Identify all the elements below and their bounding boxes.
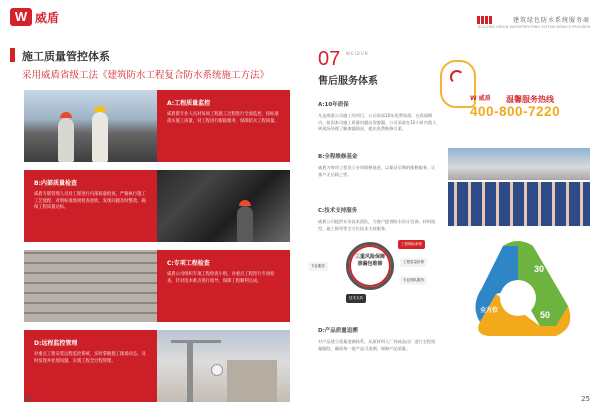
service-guarantee-diagram xyxy=(306,236,436,312)
header-tagline xyxy=(478,15,590,29)
page-number: 25 xyxy=(581,395,590,403)
service-item xyxy=(318,326,438,352)
page-number: 24 xyxy=(24,395,33,403)
diagram-tag: 技术支持 xyxy=(346,294,366,303)
service-hotline-graphic xyxy=(440,60,590,130)
building-block xyxy=(227,360,277,402)
service-item-label: C:技术支持服务 xyxy=(318,208,358,214)
triangle-center-hole xyxy=(500,280,536,316)
header-subtitle: BUILDING GREEN WATERPROOFING SYSTEM SERVICE PROVIDER xyxy=(477,25,590,29)
hard-hat-icon xyxy=(239,200,251,206)
service-item xyxy=(318,152,438,178)
card-title: A:工程质量监控 xyxy=(167,100,211,107)
service-item xyxy=(318,100,438,133)
header-title: 建筑绿色防水系统服务商 xyxy=(512,17,590,24)
hard-hat-icon xyxy=(60,112,72,118)
photo-roof-membrane xyxy=(157,170,290,242)
brand-mark: W xyxy=(10,8,32,26)
grid-row xyxy=(24,90,290,162)
right-page xyxy=(300,0,600,409)
crane-jib xyxy=(171,340,221,343)
brand-logo xyxy=(10,8,59,26)
card-quality-monitoring xyxy=(157,90,290,162)
card-title: B:内部质量检查 xyxy=(34,180,77,187)
card-text: 威盾派专业人员对每项工程施工过程进行全面监控，按标准落实施工质量，对工程进行跟踪服务，保障防水工程质量。 xyxy=(167,112,279,124)
photo-brick-wall xyxy=(24,250,157,322)
person-figure xyxy=(92,112,108,162)
triangle-label: 全方位 xyxy=(480,307,499,314)
card-text: 对重点工程安装远程监控系统，实时掌握施工现场动态，及时发现并处理问题，实现工程全过程管理。 xyxy=(34,352,146,364)
page-title: 施工质量管控体系 xyxy=(22,50,110,63)
person-figure xyxy=(58,118,74,162)
section-en: WEIDUN xyxy=(346,51,369,56)
brand-name: 威盾 xyxy=(35,10,60,25)
triangle-value: 50 xyxy=(540,310,551,320)
diagram-tag: 工程保险承保 xyxy=(398,240,425,249)
card-title: D:远程监控管理 xyxy=(34,340,78,347)
photo-engineers-onsite xyxy=(24,90,157,162)
grid-row xyxy=(24,250,290,322)
camera-icon xyxy=(211,364,223,376)
card-text: 威盾公司组织专项工程检查小组，对重点工程进行专项检查，针对技术难点进行指导，保障工程顺利完成。 xyxy=(167,272,275,284)
triangle-cycle-diagram xyxy=(448,236,588,346)
section-number: 07 xyxy=(318,48,341,70)
grid-row xyxy=(24,170,290,242)
person-figure xyxy=(237,206,253,242)
crane-tower xyxy=(187,340,193,402)
grid-row xyxy=(24,330,290,402)
guarantee-center-text: 三重风险保障 渗漏包维修 xyxy=(354,254,385,267)
card-title: C:专项工程检查 xyxy=(167,260,210,267)
card-remote-monitoring xyxy=(24,330,157,402)
photo-construction-site-camera xyxy=(157,330,290,402)
signal-icon xyxy=(450,70,464,84)
hard-hat-icon xyxy=(94,106,106,112)
hotline-brand: W 威盾 xyxy=(470,95,491,102)
hotline-label: 温馨服务热线 xyxy=(506,95,554,104)
service-item-text: 凡是威盾公司施工的项目，公司承诺10年免费质保。在质保期内，如因本司施工质量问题出现渗漏，公司承诺在12小时内派人到现场处理了解渗漏情况，提出免费维修方案。 xyxy=(318,113,437,132)
diagram-tag: 工程质量担保 xyxy=(400,258,427,267)
page-subtitle: 采用威盾省级工法《建筑防水工程复合防水系统施工方法》 xyxy=(22,70,270,81)
service-item xyxy=(318,206,438,232)
section-heading xyxy=(10,48,269,81)
section-title: 售后服务体系 xyxy=(318,76,378,87)
hotline-number: 400-800-7220 xyxy=(470,104,561,119)
diagram-tag: 专业服务 xyxy=(308,262,328,271)
quality-control-grid xyxy=(24,90,290,409)
service-item-text: 威盾为每项工程设立专项维修基金，以保证后期的维修服务，让客户无后顾之忧。 xyxy=(318,165,436,177)
card-internal-inspection xyxy=(24,170,157,242)
card-special-inspection xyxy=(157,250,290,322)
service-item-label: D:产品质量追溯 xyxy=(318,328,358,334)
service-item-text: 威盾公司提供专业技术团队，为客户提供防水设计咨询、材料选型、施工指导等全方位技术支持服务。 xyxy=(318,219,436,231)
service-item-text: 对产品建立质量追溯体系，从原材料入厂到成品出厂进行全程质量跟踪，确保每一批产品可追溯，保障产品质量。 xyxy=(318,339,436,351)
service-item-label: B:全程维修基金 xyxy=(318,154,358,160)
diagram-tag: 专业团队服务 xyxy=(400,276,427,285)
service-item-label: A:10年质保 xyxy=(318,102,349,108)
triangle-value: 30 xyxy=(534,264,545,274)
card-text: 威盾专职管理人员对工程进行内部质量检查，严格执行施工工艺流程，对照标准逐项检查验收，发现问题及时整改，确保工程质量达标。 xyxy=(34,192,146,211)
photo-team-group xyxy=(448,182,590,226)
photo-office-building xyxy=(448,148,590,180)
